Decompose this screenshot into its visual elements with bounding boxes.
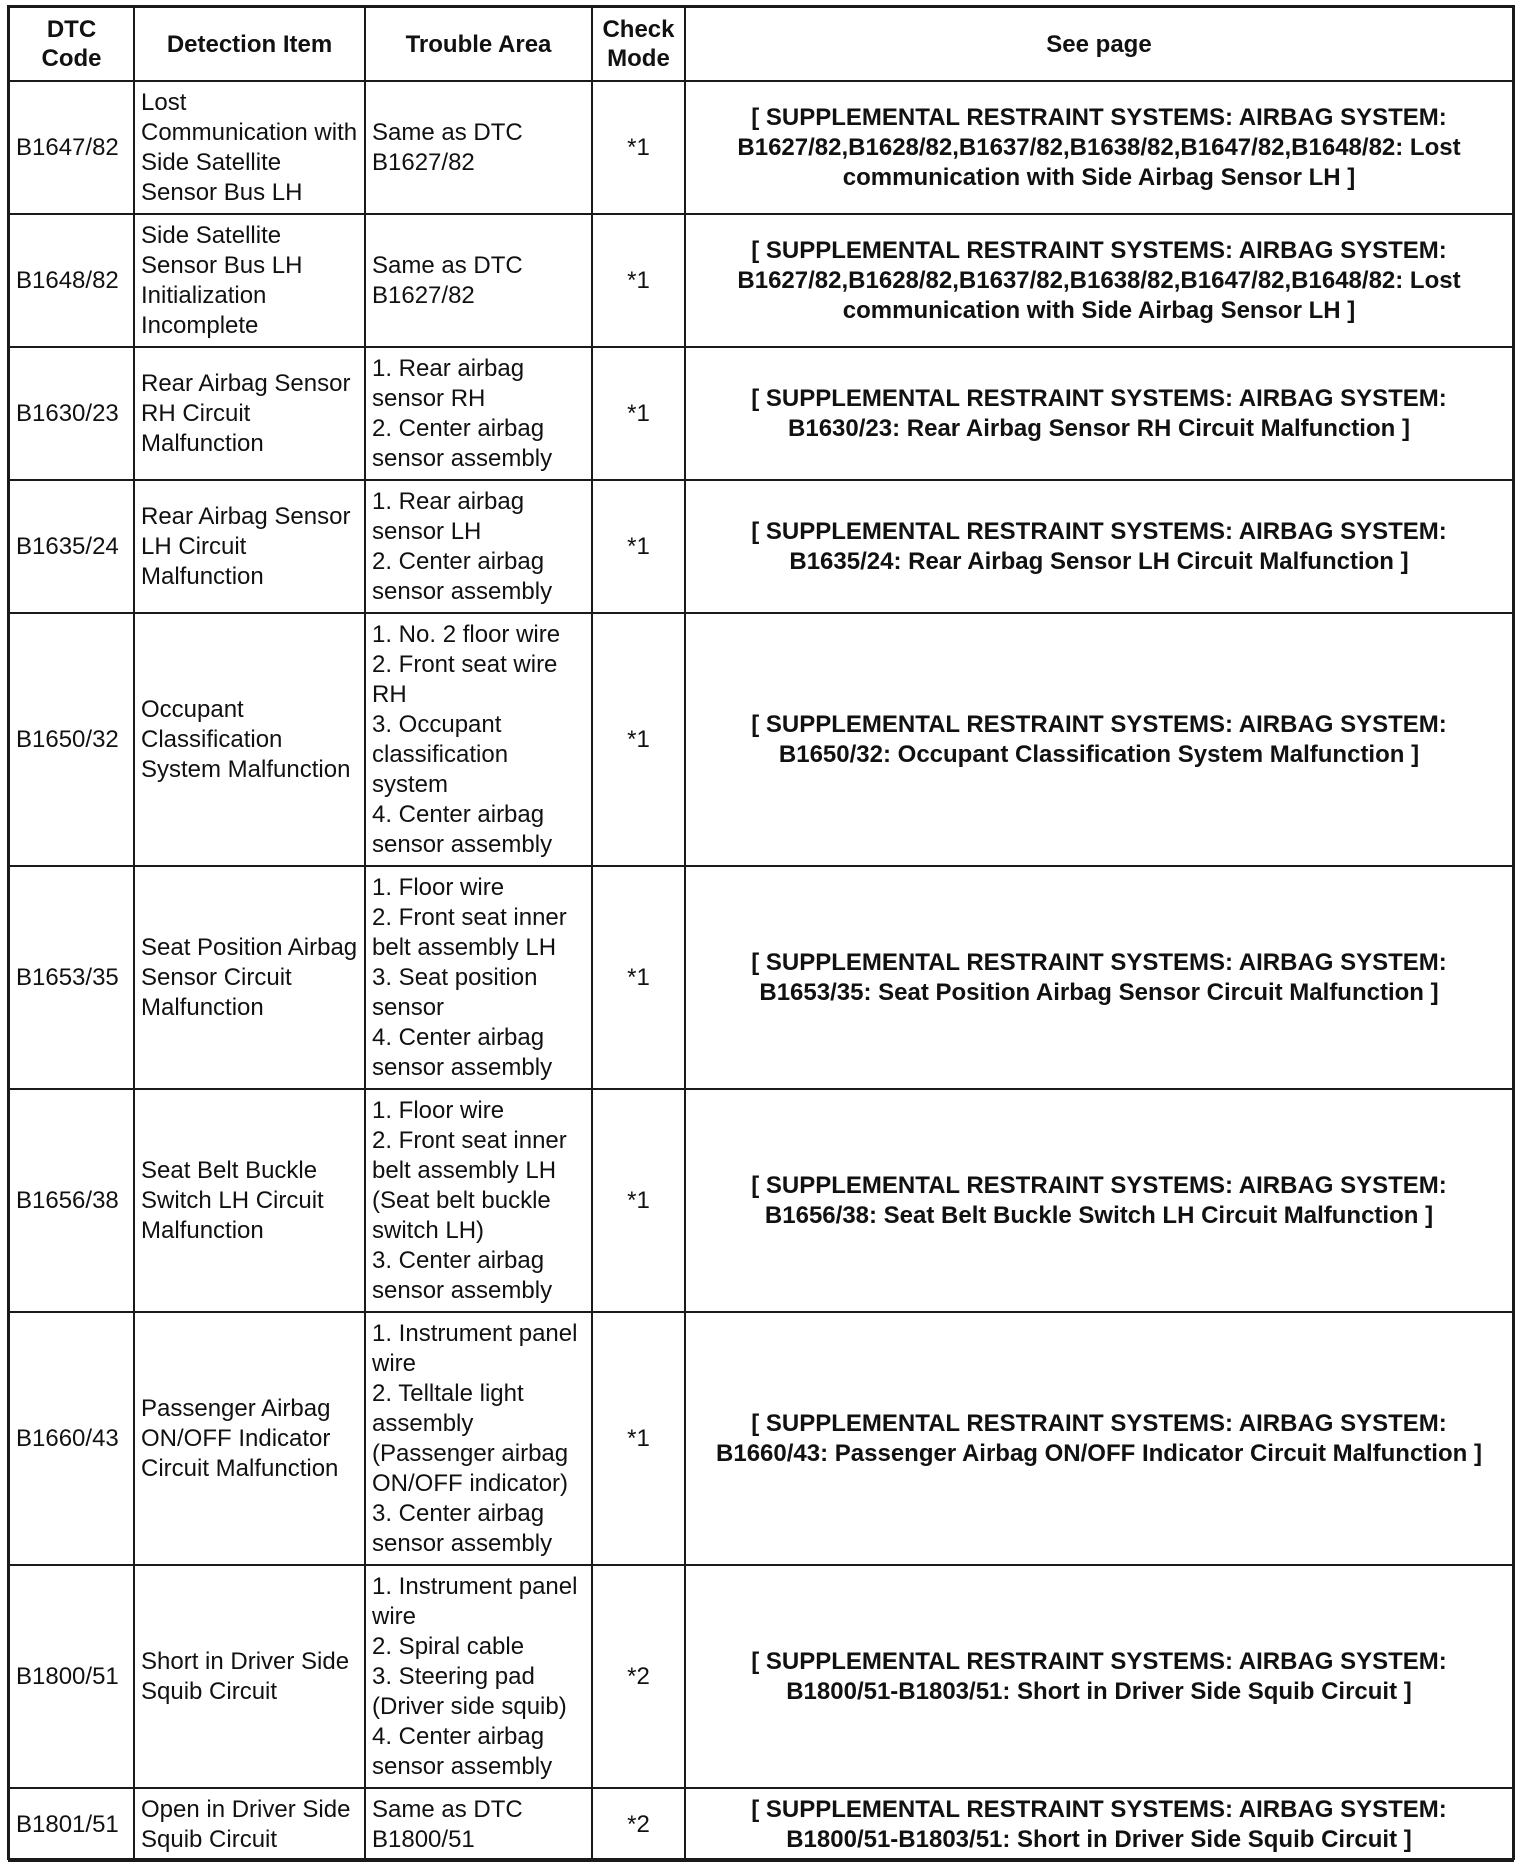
trouble-area-cell: Same as DTC B1627/82 (365, 81, 592, 214)
dtc-code-cell: B1648/82 (9, 214, 134, 347)
dtc-code-cell: B1801/51 (9, 1788, 134, 1861)
header-dtc-code: DTC Code (9, 7, 134, 81)
dtc-code-cell: B1656/38 (9, 1089, 134, 1312)
check-mode-cell: *1 (592, 347, 685, 480)
table-row (9, 347, 1513, 480)
trouble-area-cell: Same as DTC B1800/51 (365, 1788, 592, 1861)
header-trouble-area: Trouble Area (365, 7, 592, 81)
check-mode-cell: *1 (592, 480, 685, 613)
check-mode-cell: *2 (592, 1788, 685, 1861)
check-mode-cell: *1 (592, 1312, 685, 1565)
dtc-code-cell: B1647/82 (9, 81, 134, 214)
dtc-code-cell: B1635/24 (9, 480, 134, 613)
trouble-area-cell: 1. Instrument panel wire 2. Spiral cable 3. Steering pad (Driver side squib) 4. Center airbag sensor assembly (365, 1565, 592, 1788)
dtc-code-cell: B1650/32 (9, 613, 134, 866)
detection-item-cell: Seat Position Airbag Sensor Circuit Malfunction (134, 866, 365, 1089)
table-row (9, 866, 1513, 1089)
check-mode-cell: *1 (592, 1089, 685, 1312)
header-see-page: See page (685, 7, 1513, 81)
table-row (9, 613, 1513, 866)
detection-item-cell: Rear Airbag Sensor LH Circuit Malfunction (134, 480, 365, 613)
table-row (9, 480, 1513, 613)
see-page-cell[interactable]: [ SUPPLEMENTAL RESTRAINT SYSTEMS: AIRBAG SYSTEM: B1627/82,B1628/82,B1637/82,B1638/82,B1647/82,B1648/82: Lost communication with Side Airbag Sensor LH ] (685, 214, 1513, 347)
check-mode-cell: *1 (592, 81, 685, 214)
trouble-area-cell: 1. Rear airbag sensor RH 2. Center airbag sensor assembly (365, 347, 592, 480)
dtc-code-cell: B1630/23 (9, 347, 134, 480)
see-page-cell[interactable]: [ SUPPLEMENTAL RESTRAINT SYSTEMS: AIRBAG SYSTEM: B1800/51-B1803/51: Short in Driver Side Squib Circuit ] (685, 1788, 1513, 1861)
trouble-area-cell: Same as DTC B1627/82 (365, 214, 592, 347)
see-page-cell[interactable]: [ SUPPLEMENTAL RESTRAINT SYSTEMS: AIRBAG SYSTEM: B1650/32: Occupant Classification System Malfunction ] (685, 613, 1513, 866)
see-page-cell[interactable]: [ SUPPLEMENTAL RESTRAINT SYSTEMS: AIRBAG SYSTEM: B1630/23: Rear Airbag Sensor RH Circuit Malfunction ] (685, 347, 1513, 480)
dtc-code-cell: B1800/51 (9, 1565, 134, 1788)
see-page-cell[interactable]: [ SUPPLEMENTAL RESTRAINT SYSTEMS: AIRBAG SYSTEM: B1627/82,B1628/82,B1637/82,B1638/82,B1647/82,B1648/82: Lost communication with Side Airbag Sensor LH ] (685, 81, 1513, 214)
check-mode-cell: *2 (592, 1565, 685, 1788)
dtc-code-cell: B1653/35 (9, 866, 134, 1089)
detection-item-cell: Lost Communication with Side Satellite Sensor Bus LH (134, 81, 365, 214)
table-row (9, 1565, 1513, 1788)
see-page-cell[interactable]: [ SUPPLEMENTAL RESTRAINT SYSTEMS: AIRBAG SYSTEM: B1635/24: Rear Airbag Sensor LH Circuit Malfunction ] (685, 480, 1513, 613)
trouble-area-cell: 1. Instrument panel wire 2. Telltale light assembly (Passenger airbag ON/OFF indicator) 3. Center airbag sensor assembly (365, 1312, 592, 1565)
trouble-area-cell: 1. Floor wire 2. Front seat inner belt assembly LH 3. Seat position sensor 4. Center airbag sensor assembly (365, 866, 592, 1089)
table-row (9, 1312, 1513, 1565)
trouble-area-cell: 1. No. 2 floor wire 2. Front seat wire RH 3. Occupant classification system 4. Center airbag sensor assembly (365, 613, 592, 866)
detection-item-cell: Open in Driver Side Squib Circuit (134, 1788, 365, 1861)
table-row (9, 214, 1513, 347)
table-header-row (9, 7, 1513, 81)
detection-item-cell: Rear Airbag Sensor RH Circuit Malfunction (134, 347, 365, 480)
table-row (9, 1089, 1513, 1312)
detection-item-cell: Short in Driver Side Squib Circuit (134, 1565, 365, 1788)
header-check-mode: Check Mode (592, 7, 685, 81)
trouble-area-cell: 1. Floor wire 2. Front seat inner belt assembly LH (Seat belt buckle switch LH) 3. Center airbag sensor assembly (365, 1089, 592, 1312)
check-mode-cell: *1 (592, 866, 685, 1089)
dtc-table (8, 6, 1514, 1862)
see-page-cell[interactable]: [ SUPPLEMENTAL RESTRAINT SYSTEMS: AIRBAG SYSTEM: B1653/35: Seat Position Airbag Sensor Circuit Malfunction ] (685, 866, 1513, 1089)
trouble-area-cell: 1. Rear airbag sensor LH 2. Center airbag sensor assembly (365, 480, 592, 613)
check-mode-cell: *1 (592, 613, 685, 866)
see-page-cell[interactable]: [ SUPPLEMENTAL RESTRAINT SYSTEMS: AIRBAG SYSTEM: B1656/38: Seat Belt Buckle Switch LH Circuit Malfunction ] (685, 1089, 1513, 1312)
see-page-cell[interactable]: [ SUPPLEMENTAL RESTRAINT SYSTEMS: AIRBAG SYSTEM: B1800/51-B1803/51: Short in Driver Side Squib Circuit ] (685, 1565, 1513, 1788)
table-body (9, 81, 1513, 1861)
detection-item-cell: Passenger Airbag ON/OFF Indicator Circuit Malfunction (134, 1312, 365, 1565)
dtc-code-cell: B1660/43 (9, 1312, 134, 1565)
table-row (9, 1788, 1513, 1861)
check-mode-cell: *1 (592, 214, 685, 347)
table-row (9, 81, 1513, 214)
header-detection-item: Detection Item (134, 7, 365, 81)
detection-item-cell: Side Satellite Sensor Bus LH Initialization Incomplete (134, 214, 365, 347)
detection-item-cell: Occupant Classification System Malfunction (134, 613, 365, 866)
see-page-cell[interactable]: [ SUPPLEMENTAL RESTRAINT SYSTEMS: AIRBAG SYSTEM: B1660/43: Passenger Airbag ON/OFF Indicator Circuit Malfunction ] (685, 1312, 1513, 1565)
detection-item-cell: Seat Belt Buckle Switch LH Circuit Malfunction (134, 1089, 365, 1312)
